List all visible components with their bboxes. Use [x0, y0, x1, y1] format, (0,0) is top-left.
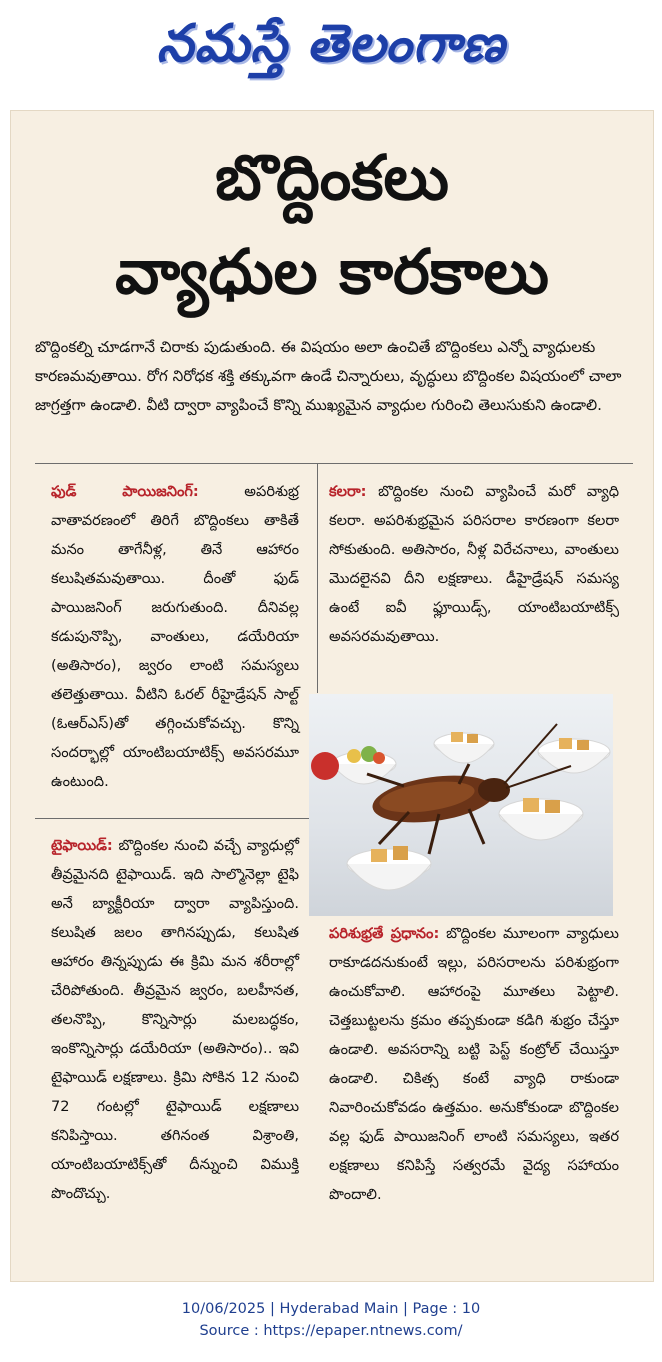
section-text: బొద్దింకల నుంచి వ్యాపించే మరో వ్యాధి కలరా. అపరిశుభ్రమైన పరిసరాల కారణంగా కలరా సోకుతుంది. అతిసారం, నీళ్ల విరేచనాలు, వాంతులు మొదలైనవి దీని లక్షణాలు. డీహైడ్రేషన్ సమస్య ఉంటే ఐవీ ఫ్లూయిడ్స్, యాంటిబయాటిక్స్ అవసరమవుతాయి. [329, 483, 619, 645]
section-hygiene [329, 919, 619, 1209]
headline-line-2: వ్యాధుల కారకాలు [115, 235, 549, 308]
masthead-title: నమస్తే తెలంగాణ [156, 13, 506, 74]
section-typhoid [51, 831, 299, 1208]
page-footer [0, 1298, 662, 1342]
section-label: ఫుడ్ పాయిజనింగ్: [51, 483, 199, 500]
cockroach-food-photo [309, 694, 613, 916]
article-clipping [10, 110, 654, 1282]
section-text: బొద్దింకల నుంచి వచ్చే వ్యాధుల్లో తీవ్రమైనది టైఫాయిడ్. ఇది సాల్మొనెల్లా టైఫి అనే బ్యాక్టీరియా ద్వారా వ్యాపిస్తుంది. కలుషిత జలం తాగినప్పుడు, కలుషిత ఆహారం తిన్నప్పుడు ఈ క్రిమి మన శరీరాల్లో చేరిపోతుంది. తీవ్రమైన జ్వరం, బలహీనత, తలనొప్పి, కొన్నిసార్లు మలబద్ధకం, ఇంకొన్నిసార్లు డయేరియా (అతిసారం).. ఇవి టైఫాయిడ్ లక్షణాలు. క్రిమి సోకిన 12 నుంచి 72 గంటల్లో టైఫాయిడ్ లక్షణాలు కనిపిస్తాయి. తగినంత విశ్రాంతి, యాంటిబయాటిక్స్‌తో దీన్నుంచి విముక్తి పొందొచ్చు. [51, 837, 299, 1202]
article-intro: బొద్దింకల్ని చూడగానే చిరాకు పుడుతుంది. ఈ విషయం అలా ఉంచితే బొద్దింకలు ఎన్నో వ్యాధులకు కారణమవుతాయి. రోగ నిరోధక శక్తి తక్కువగా ఉండే చిన్నారులు, వృద్ధులు బొద్దింకల విషయంలో చాలా జాగ్రత్తగా ఉండాలి. వీటి ద్వారా వ్యాపించే కొన్ని ముఖ్యమైన వ్యాధుల గురించి తెలుసుకుని ఉండాలి. [35, 338, 622, 414]
section-label: పరిశుభ్రతే ప్రధానం: [329, 925, 440, 942]
divider-vertical [317, 463, 318, 693]
article-headline [11, 131, 653, 319]
footer-source-link[interactable]: Source : https://epaper.ntnews.com/ [199, 1323, 463, 1339]
footer-edition-info: 10/06/2025 | Hyderabad Main | Page : 10 [181, 1301, 481, 1317]
divider-left-column [35, 818, 311, 819]
divider-horizontal [35, 463, 633, 464]
section-label: టైఫాయిడ్: [51, 837, 113, 854]
newspaper-masthead [0, 0, 662, 100]
section-text: బొద్దింకల మూలంగా వ్యాధులు రాకూడదనుకుంటే ఇల్లు, పరిసరాలను పరిశుభ్రంగా ఉంచుకోవాలి. ఆహారంపై మూతలు పెట్టాలి. చెత్తబుట్టలను క్రమం తప్పకుండా కడిగి శుభ్రం చేస్తూ ఉండాలి. అవసరాన్ని బట్టి పెస్ట్ కంట్రోల్ చేయిస్తూ ఉండాలి. చికిత్స కంటే వ్యాధి రాకుండా నివారించుకోవడం ఉత్తమం. అనుకోకుండా బొద్దింకల వల్ల ఫుడ్ పాయిజనింగ్ లాంటి సమస్యలు, ఇతర లక్షణాలు కనిపిస్తే సత్వరమే వైద్య సహాయం పొందాలి. [329, 925, 619, 1203]
cockroach-illustration [309, 694, 613, 916]
headline-line-1: బొద్దింకలు [215, 141, 449, 214]
section-cholera [329, 477, 619, 651]
section-label: కలరా: [329, 483, 367, 500]
section-food-poisoning [51, 477, 299, 796]
section-text: అపరిశుభ్ర వాతావరణంలో తిరిగే బొద్దింకలు తాకితే మనం తాగేనీళ్ల, తినే ఆహారం కలుషితమవుతాయి. దీంతో ఫుడ్ పాయిజనింగ్ జరుగుతుంది. దీనివల్ల కడుపునొప్పి, వాంతులు, డయేరియా (అతిసారం), జ్వరం లాంటి సమస్యలు తలెత్తుతాయి. వీటిని ఓరల్ రీహైడ్రేషన్ సాల్ట్ (ఓఆర్ఎస్)తో తగ్గించుకోవచ్చు. కొన్ని సందర్భాల్లో యాంటిబయాటిక్స్ అవసరమూ ఉంటుంది. [51, 483, 299, 790]
